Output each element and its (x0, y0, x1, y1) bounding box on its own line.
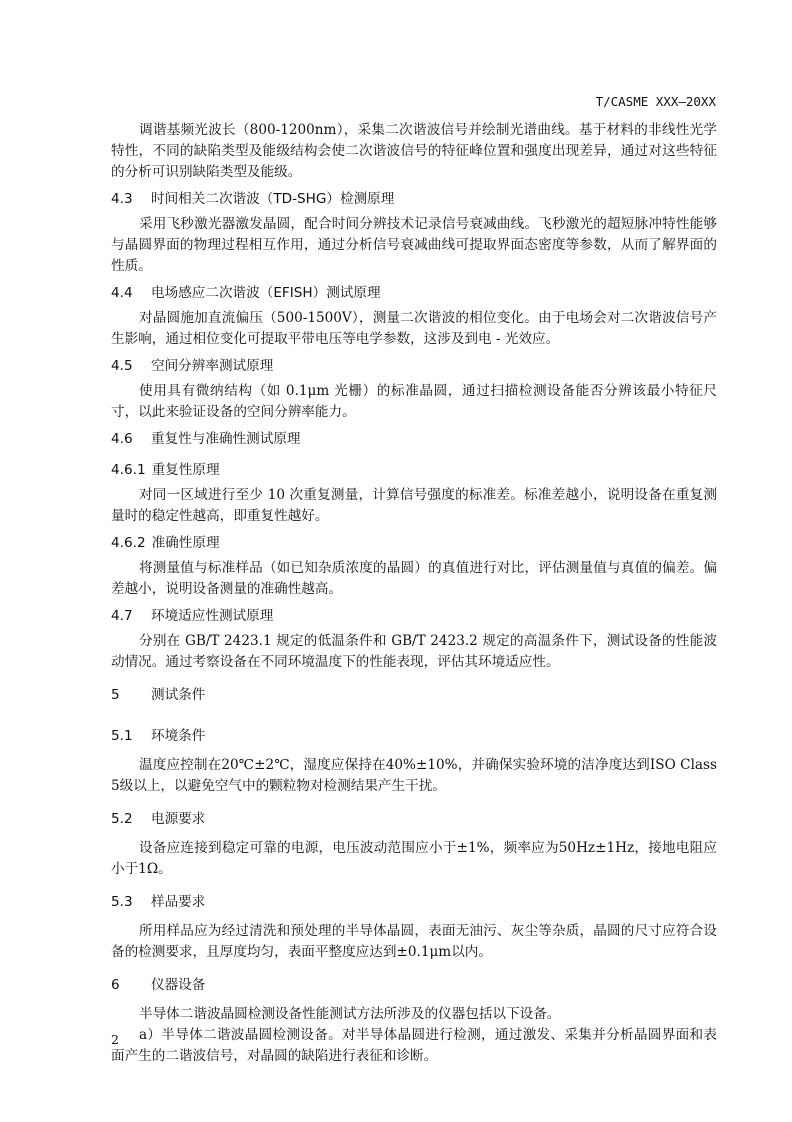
paragraph: 温度应控制在20℃±2℃，湿度应保持在40%±10%，并确保实验环境的洁净度达到ISO Class 5级以上，以避免空气中的颗粒物对检测结果产生干扰。 (111, 757, 717, 794)
section-heading-6: 6 仪器设备 (111, 977, 206, 993)
paragraph: 对晶圆施加直流偏压（500-1500V），测量二次谐波的相位变化。由于电场会对二次谐波信号产生影响，通过相位变化可提取平带电压等电学参数，这涉及到电 - 光效应。 (111, 310, 717, 347)
section-heading-4-3: 4.3 时间相关二次谐波（TD-SHG）检测原理 (111, 191, 395, 207)
section-heading-5-1: 5.1 环境条件 (111, 728, 206, 744)
page-number: 2 (111, 1032, 119, 1047)
section-heading-4-5: 4.5 空间分辨率测试原理 (111, 358, 274, 374)
paragraph: 对同一区域进行至少 10 次重复测量，计算信号强度的标准差。标准差越小，说明设备在重复测量时的稳定性越高，即重复性越好。 (111, 487, 717, 524)
standard-code: T/CASME XXX—20XX (595, 94, 716, 109)
section-heading-4-7: 4.7 环境适应性测试原理 (111, 608, 274, 624)
paragraph: 使用具有微纳结构（如 0.1μm 光栅）的标准晶圆，通过扫描检测设备能否分辨该最小特征尺寸，以此来验证设备的空间分辨率能力。 (111, 383, 717, 420)
paragraph: 将测量值与标准样品（如已知杂质浓度的晶圆）的真值进行对比，评估测量值与真值的偏差。偏差越小，说明设备测量的准确性越高。 (111, 560, 717, 597)
section-heading-4-6-2: 4.6.2 准确性原理 (111, 535, 220, 551)
paragraph: 采用飞秒激光器激发晶圆，配合时间分辨技术记录信号衰减曲线。飞秒激光的超短脉冲特性能够与晶圆界面的物理过程相互作用，通过分析信号衰减曲线可提取界面态密度等参数，从而了解界面的性质。 (111, 216, 717, 274)
section-heading-5-3: 5.3 样品要求 (111, 894, 206, 910)
paragraph: 设备应连接到稳定可靠的电源，电压波动范围应小于±1%，频率应为50Hz±1Hz，接地电阻应小于1Ω。 (111, 840, 717, 877)
paragraph: 分别在 GB/T 2423.1 规定的低温条件和 GB/T 2423.2 规定的高温条件下，测试设备的性能波动情况。通过考察设备在不同环境温度下的性能表现，评估其环境适应性。 (111, 633, 717, 670)
section-heading-4-4: 4.4 电场感应二次谐波（EFISH）测试原理 (111, 285, 381, 301)
section-heading-4-6-1: 4.6.1 重复性原理 (111, 462, 220, 478)
document-body (111, 120, 717, 1067)
paragraph: 半导体二谐波晶圆检测设备性能测试方法所涉及的仪器包括以下设备。 (139, 1006, 561, 1022)
section-heading-4-6: 4.6 重复性与准确性测试原理 (111, 431, 301, 447)
paragraph: 调谐基频光波长（800-1200nm），采集二次谐波信号并绘制光谱曲线。基于材料的非线性光学特性，不同的缺陷类型及能级结构会使二次谐波信号的特征峰位置和强度出现差异，通过对这些特征的分析可识别缺陷类型及能级。 (111, 122, 717, 180)
list-item: a）半导体二谐波晶圆检测设备。对半导体晶圆进行检测，通过激发、采集并分析晶圆界面和表面产生的二谐波信号，对晶圆的缺陷进行表征和诊断。 (111, 1027, 717, 1064)
paragraph: 所用样品应为经过清洗和预处理的半导体晶圆，表面无油污、灰尘等杂质，晶圆的尺寸应符合设备的检测要求，且厚度均匀，表面平整度应达到±0.1μm以内。 (111, 923, 717, 960)
section-heading-5-2: 5.2 电源要求 (111, 811, 206, 827)
section-heading-5: 5 测试条件 (111, 687, 206, 703)
